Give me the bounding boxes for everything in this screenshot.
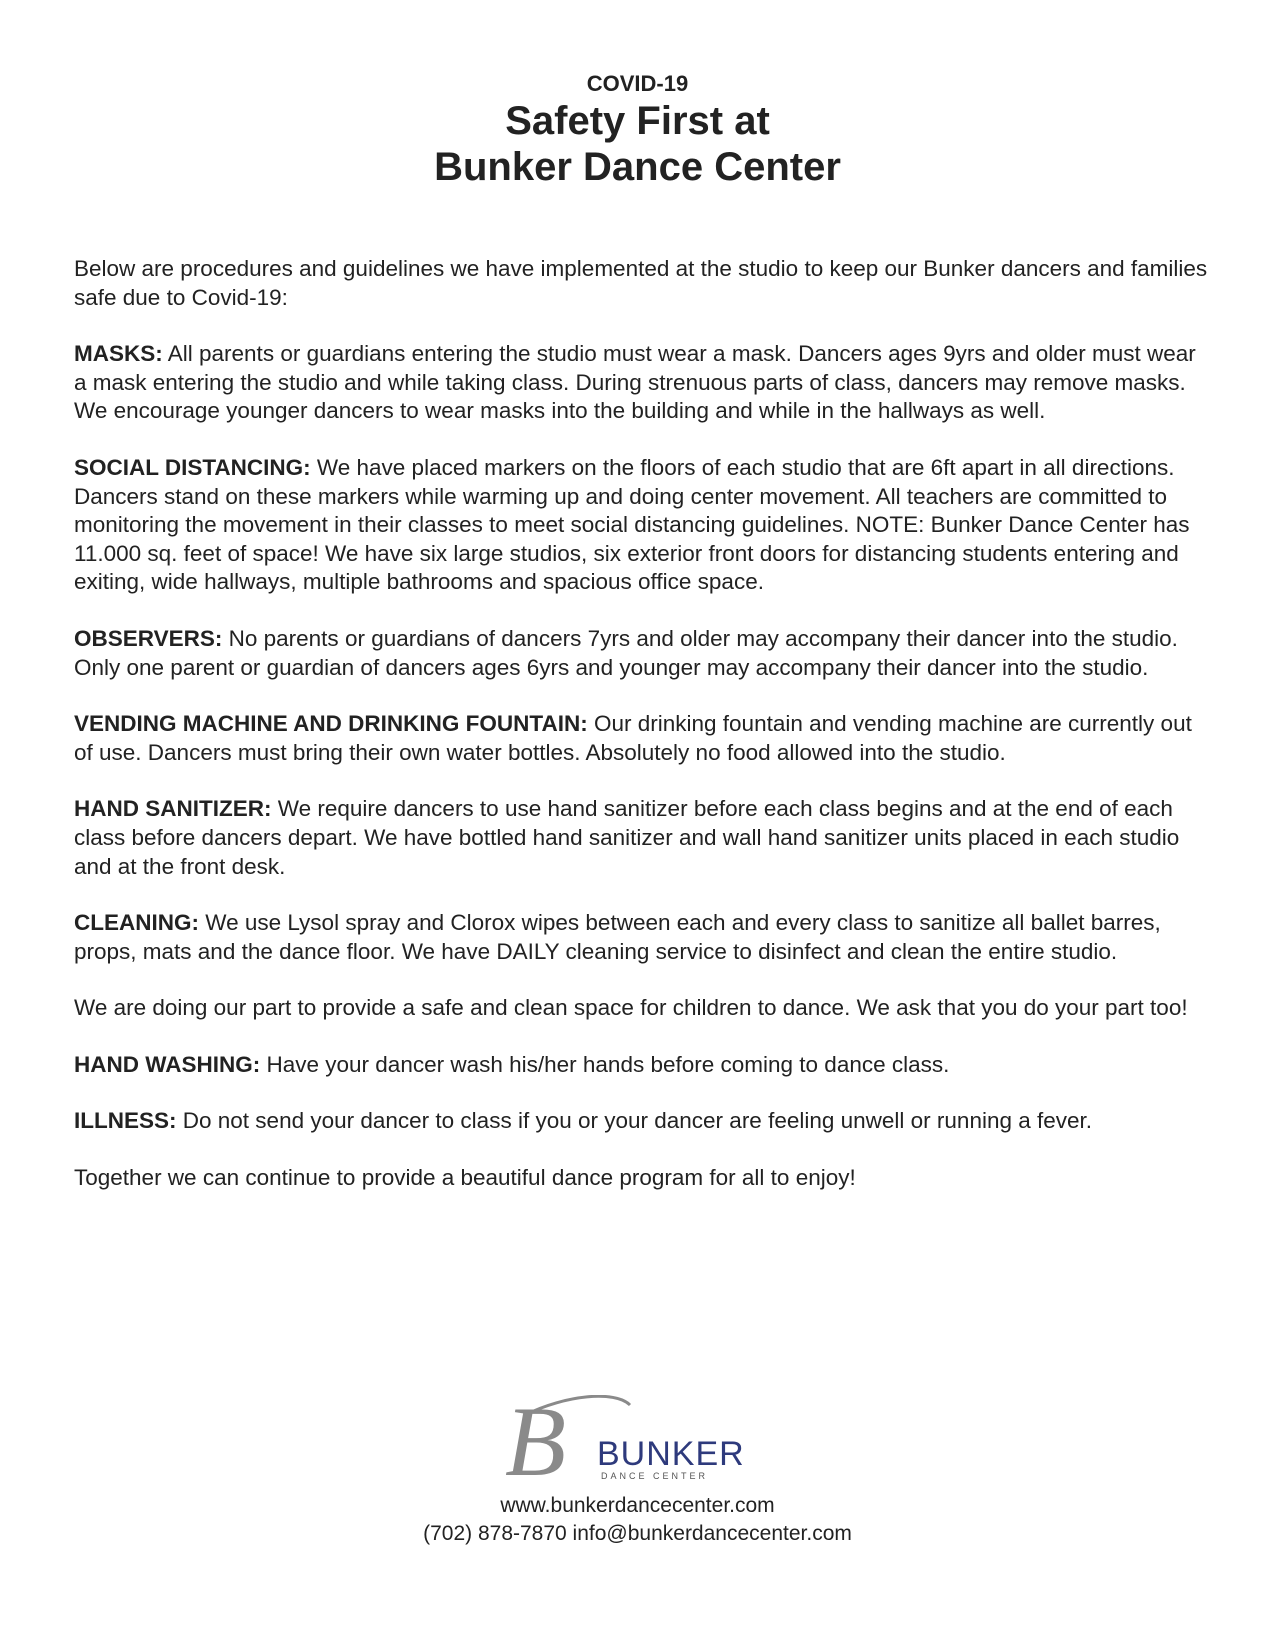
section-heading: OBSERVERS: — [74, 625, 223, 651]
section-text: We use Lysol spray and Clorox wipes between each and every class to sanitize all ballet barres, props, mats and the dance floor. We have DAILY cleaning service to disinfect and clean the entire studio. — [74, 910, 1161, 964]
section-text: Do not send your dancer to class if you or your dancer are feeling unwell or running a fever. — [176, 1108, 1093, 1134]
section-heading: CLEANING: — [74, 910, 199, 936]
closing-note: We are doing our part to provide a safe and clean space for children to dance. We ask that you do your part too! — [74, 995, 1188, 1021]
section-heading: HAND WASHING: — [74, 1051, 261, 1077]
section-heading: SOCIAL DISTANCING: — [74, 454, 311, 480]
intro-paragraph: Below are procedures and guidelines we have implemented at the studio to keep our Bunker dancers and families safe due to Covid-19: — [74, 256, 1208, 310]
contact-info: (702) 878-7870 info@bunkerdancecenter.com — [423, 1522, 852, 1545]
section-cleaning — [74, 909, 1214, 966]
bunker-logo — [505, 1395, 765, 1485]
logo-monogram: B — [505, 1395, 567, 1485]
sign-off: Together we can continue to provide a beautiful dance program for all to enjoy! — [74, 1165, 856, 1191]
footer — [0, 1492, 1275, 1548]
section-heading: HAND SANITIZER: — [74, 796, 272, 822]
section-heading: VENDING MACHINE AND DRINKING FOUNTAIN: — [74, 711, 588, 737]
bunker-logo-graphic — [505, 1395, 765, 1485]
section-heading: MASKS: — [74, 341, 163, 367]
section-vending — [74, 710, 1214, 767]
section-masks — [74, 340, 1214, 426]
document-body — [74, 255, 1214, 1221]
section-hand-washing — [74, 1051, 1214, 1080]
section-text: All parents or guardians entering the studio must wear a mask. Dancers ages 9yrs and older must wear a mask entering the studio and while taking class. During strenuous parts of class, dancers may remove masks. We encourage younger dancers to wear masks into the building and while in the hallways as well. — [74, 341, 1196, 424]
title-line-2: Bunker Dance Center — [434, 145, 841, 189]
section-heading: ILLNESS: — [74, 1108, 177, 1134]
section-text: We have placed markers on the floors of each studio that are 6ft apart in all directions. Dancers stand on these markers while warming up and doing center movement. All teachers are committed to monitoring the movement in their classes to meet social distancing guidelines. NOTE: Bunker Dance Center has 11.000 sq. feet of space! We have six large studios, six exterior front doors for distancing students entering and exiting, wide hallways, multiple bathrooms and spacious office space. — [74, 454, 1190, 595]
section-text: Our drinking fountain and vending machine are currently out of use. Dancers must bring their own water bottles. Absolutely no food allowed into the studio. — [74, 711, 1192, 765]
section-social-distancing — [74, 454, 1214, 597]
section-text: No parents or guardians of dancers 7yrs and older may accompany their dancer into the studio. Only one parent or guardian of dancers ages 6yrs and younger may accompany their dancer into the studio. — [74, 625, 1178, 680]
section-illness — [74, 1107, 1214, 1136]
section-observers — [74, 625, 1214, 682]
logo-tagline: DANCE CENTER — [601, 1471, 709, 1481]
kicker: COVID-19 — [586, 71, 689, 96]
document-header — [0, 70, 1275, 190]
section-text: Have your dancer wash his/her hands before coming to dance class. — [260, 1051, 950, 1077]
title-line-1: Safety First at — [505, 99, 770, 143]
section-text: We require dancers to use hand sanitizer before each class begins and at the end of each class before dancers depart. We have bottled hand sanitizer and wall hand sanitizer units placed in each studio and at the front desk. — [74, 796, 1180, 879]
website-link[interactable]: www.bunkerdancecenter.com — [500, 1494, 775, 1517]
section-hand-sanitizer — [74, 795, 1214, 881]
logo-name: BUNKER — [597, 1435, 745, 1473]
